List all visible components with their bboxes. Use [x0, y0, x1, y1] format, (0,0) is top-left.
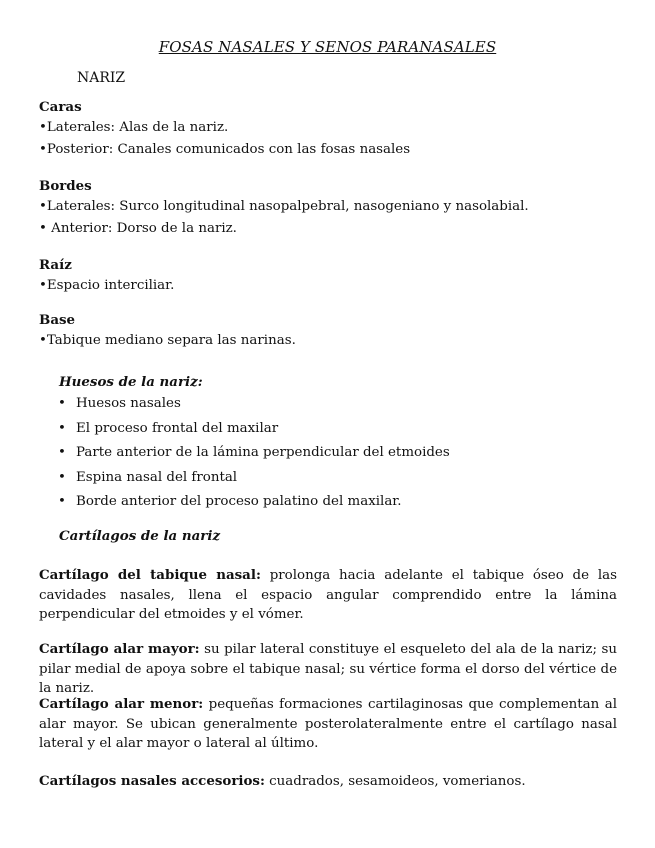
- paragraph-alar-mayor: [39, 640, 617, 699]
- list-item: •Espacio interciliar.: [39, 278, 175, 293]
- document-title: FOSAS NASALES Y SENOS PARANASALES: [158, 38, 497, 56]
- list-item: • Parte anterior de la lámina perpendicular del etmoides: [58, 441, 450, 466]
- section-raiz: [39, 255, 619, 297]
- cartilagos-heading: Cartílagos de la nariz: [59, 528, 221, 544]
- definition: prolonga hacia adelante el tabique óseo de las cavidades nasales, llena el espacio angular comprendido entre la lámina perpendicular del etmoides y el vómer.: [39, 568, 617, 622]
- term: Cartílago alar menor:: [39, 696, 204, 712]
- list-item: •Tabique mediano separa las narinas.: [39, 333, 296, 348]
- list-item: • Borde anterior del proceso palatino del maxilar.: [58, 490, 450, 515]
- term: Cartílago alar mayor:: [39, 641, 200, 657]
- huesos-heading: Huesos de la nariz:: [59, 374, 203, 390]
- section-heading: Raíz: [39, 257, 72, 273]
- huesos-list: [58, 392, 450, 515]
- paragraph-accesorios: [39, 772, 617, 792]
- section-base: [39, 310, 619, 352]
- list-item: •Laterales: Surco longitudinal nasopalpebral, nasogeniano y nasolabial.: [39, 199, 529, 214]
- term: Cartílago del tabique nasal:: [39, 567, 261, 583]
- section-title-nariz: NARIZ: [77, 70, 126, 86]
- list-item: •Posterior: Canales comunicados con las fosas nasales: [39, 142, 411, 157]
- list-item: • Huesos nasales: [58, 392, 450, 417]
- definition: su pilar lateral constituye el esqueleto del ala de la nariz; su pilar medial de apoya sobre el tabique nasal; su vértice forma el dorso del vértice de la nariz.: [39, 642, 617, 696]
- section-bordes: [39, 176, 619, 240]
- section-heading: Caras: [39, 99, 82, 115]
- section-heading: Base: [39, 312, 76, 328]
- definition: cuadrados, sesamoideos, vomerianos.: [264, 774, 526, 789]
- list-item: • Anterior: Dorso de la nariz.: [39, 221, 237, 236]
- definition: pequeñas formaciones cartilaginosas que complementan al alar mayor. Se ubican generalmente posterolateralmente entre el cartílago nasal lateral y el alar mayor o lateral al último.: [39, 697, 617, 751]
- list-item: • Espina nasal del frontal: [58, 466, 450, 491]
- list-item: •Laterales: Alas de la nariz.: [39, 120, 229, 135]
- section-caras: [39, 97, 619, 161]
- paragraph-tabique: [39, 566, 617, 625]
- list-item: • El proceso frontal del maxilar: [58, 417, 450, 442]
- paragraph-alar-menor: [39, 695, 617, 754]
- term: Cartílagos nasales accesorios:: [39, 773, 265, 789]
- section-heading: Bordes: [39, 178, 92, 194]
